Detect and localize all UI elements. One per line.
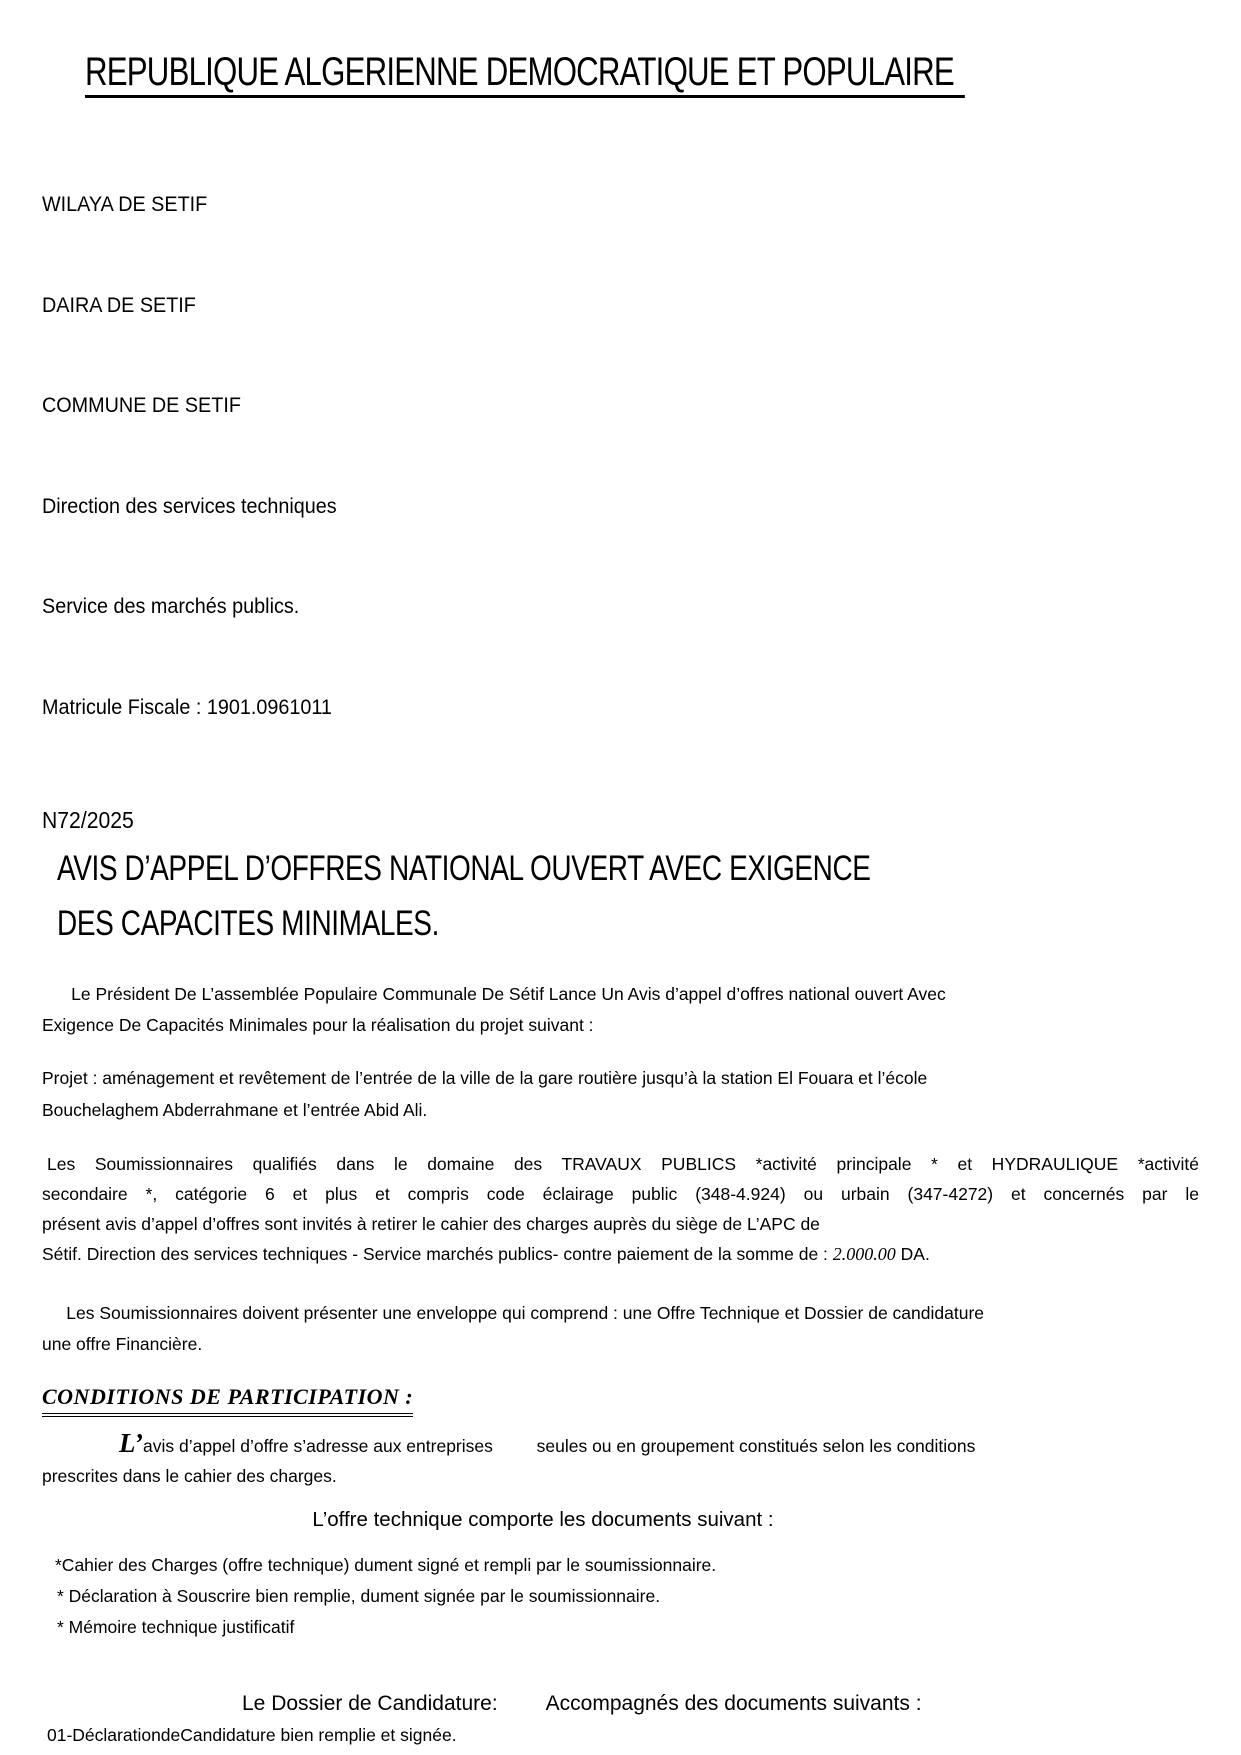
bidders-line1: Les Soumissionnaires qualifiés dans le domaine des TRAVAUX PUBLICS *activité principale * et HYDRAULIQUE *activité bbox=[47, 1154, 1199, 1174]
conditions-heading-row bbox=[42, 1382, 1199, 1417]
conditions-line2: prescrites dans le cahier des charges. bbox=[42, 1466, 337, 1486]
notice-title-line2: DES CAPACITES MINIMALES. bbox=[57, 904, 439, 943]
technical-offer-item: * Déclaration à Souscrire bien remplie, dument signée par le soumissionnaire. bbox=[57, 1586, 661, 1606]
admin-line-direction: Direction des services techniques bbox=[42, 493, 337, 518]
admin-block bbox=[42, 121, 1106, 791]
payment-currency: DA. bbox=[895, 1244, 930, 1264]
technical-offer-list bbox=[42, 1550, 1199, 1643]
admin-line-wilaya: WILAYA DE SETIF bbox=[42, 192, 208, 216]
payment-text: Sétif. Direction des services techniques - Service marchés publics- contre paiement de la somme de : bbox=[42, 1244, 833, 1264]
intro-line2: Exigence De Capacités Minimales pour la réalisation du projet suivant : bbox=[42, 1015, 594, 1035]
envelope-paragraph bbox=[42, 1298, 1199, 1360]
technical-offer-item: * Mémoire technique justificatif bbox=[57, 1617, 295, 1637]
admin-line-commune: COMMUNE DE SETIF bbox=[42, 393, 241, 417]
bidders-line4 bbox=[42, 1239, 1199, 1269]
ref-number: N72/2025 bbox=[42, 807, 134, 833]
project-paragraph bbox=[42, 1062, 1199, 1126]
payment-amount: 2.000.00 bbox=[832, 1244, 896, 1264]
candidacy-file-list bbox=[42, 1719, 1199, 1755]
bidders-line3: présent avis d’appel d’offres sont invités à retirer le cahier des charges auprès du siège de L’APC de bbox=[42, 1214, 820, 1234]
republic-title-text: REPUBLIQUE ALGERIENNE DEMOCRATIQUE ET POPULAIRE bbox=[85, 50, 965, 98]
envelope-line2: une offre Financière. bbox=[42, 1334, 203, 1354]
envelope-line1: Les Soumissionnaires doivent présenter une enveloppe qui comprend : une Offre Technique et Dossier de candidature bbox=[42, 1303, 985, 1323]
list-item-01: 01-DéclarationdeCandidature bien remplie et signée. bbox=[47, 1725, 457, 1745]
republic-title bbox=[85, 52, 954, 93]
admin-line-service: Service des marchés publics. bbox=[42, 594, 300, 618]
candidacy-file-heading bbox=[242, 1689, 1199, 1719]
project-line2: Bouchelaghem Abderrahmane et l’entrée Abid Ali. bbox=[42, 1100, 428, 1120]
conditions-heading: CONDITIONS DE PARTICIPATION : bbox=[42, 1382, 413, 1417]
project-line1: Projet : aménagement et revêtement de l’entrée de la ville de la gare routière jusqu’à la station El Fouara et l’école bbox=[42, 1068, 928, 1088]
admin-line-daira: DAIRA DE SETIF bbox=[42, 292, 196, 317]
candidacy-file-heading-right: Accompagnés des documents suivants : bbox=[545, 1692, 922, 1715]
list-item-02 bbox=[42, 1752, 1199, 1755]
conditions-line1 bbox=[119, 1428, 1199, 1461]
notice-title-line1: AVIS D’APPEL D’OFFRES NATIONAL OUVERT AVEC EXIGENCE bbox=[57, 849, 871, 888]
bidders-line2: secondaire *, catégorie 6 et plus et compris code éclairage public (348-4.924) ou urbain (347-4272) et concernés par le bbox=[42, 1184, 1199, 1204]
conditions-dropcap: L’ bbox=[119, 1428, 143, 1458]
intro-paragraph bbox=[42, 979, 1199, 1041]
admin-line-matricule: Matricule Fiscale : 1901.0961011 bbox=[42, 694, 332, 719]
notice-title bbox=[57, 841, 971, 951]
candidacy-file-heading-left: Le Dossier de Candidature: bbox=[242, 1692, 498, 1715]
bidders-paragraph bbox=[42, 1149, 1199, 1269]
technical-offer-item: *Cahier des Charges (offre technique) dument signé et rempli par le soumissionnaire. bbox=[55, 1555, 717, 1575]
intro-line1: Le Président De L’assemblée Populaire Communale De Sétif Lance Un Avis d’appel d’offres national ouvert Avec bbox=[42, 984, 946, 1004]
technical-offer-heading: L’offre technique comporte les documents suivant : bbox=[312, 1508, 774, 1531]
conditions-line1-text: avis d’appel d’offre s’adresse aux entreprises seules ou en groupement constitués selon les conditions bbox=[143, 1436, 976, 1456]
